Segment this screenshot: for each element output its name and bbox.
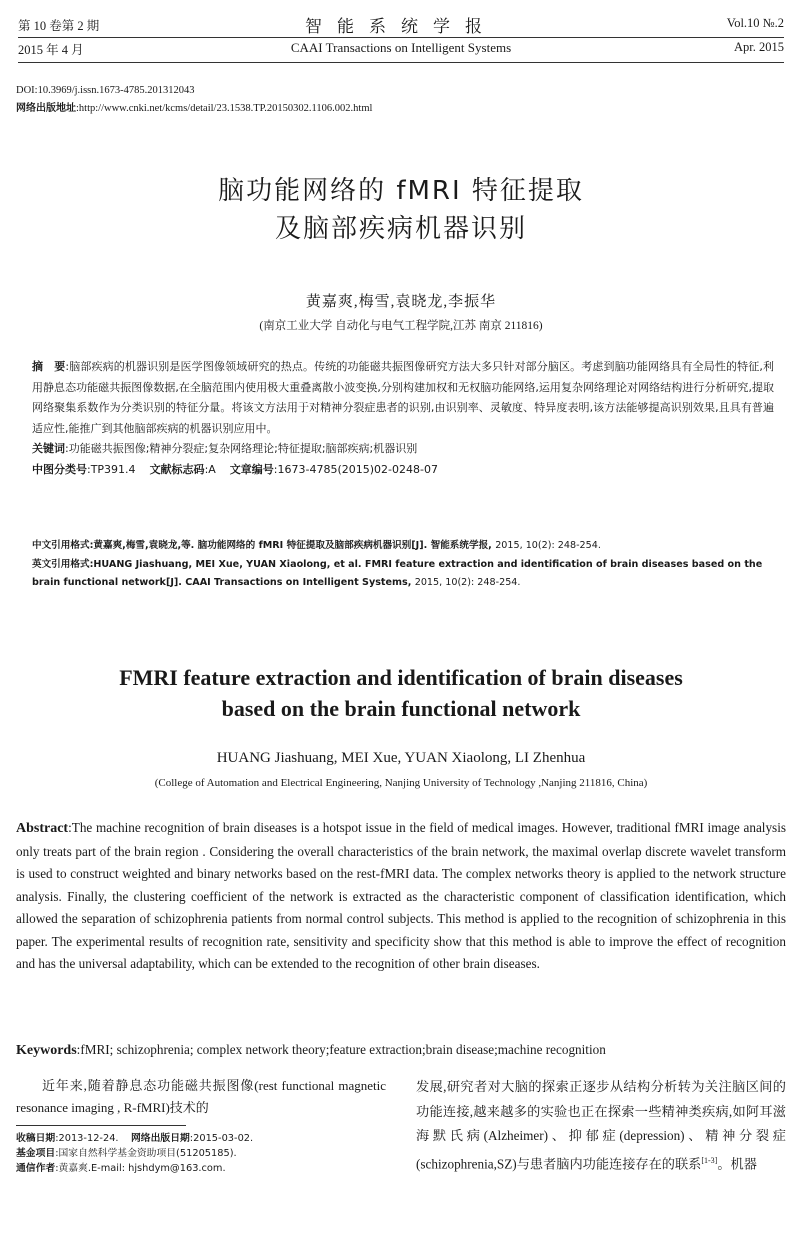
- doc-code-label: 文献标志码: [149, 462, 205, 476]
- article-id-value: :1673-4785(2015)02-0248-07: [273, 462, 438, 476]
- abstract-cn-label: 摘 要: [32, 360, 66, 373]
- footnote-fund: [16, 1146, 386, 1161]
- online-url[interactable]: :http://www.cnki.net/kcms/detail/23.1538.TP.20150302.1106.002.html: [76, 103, 373, 114]
- title-en-line2: based on the brain functional network: [221, 696, 581, 721]
- keywords-cn-label: 关键词: [32, 442, 65, 455]
- header-row-bottom: [18, 36, 784, 60]
- title-cn-line1: 脑功能网络的 fMRI 特征提取: [218, 176, 584, 206]
- abstract-cn: [32, 357, 774, 439]
- body-column-left: [16, 1075, 386, 1176]
- affiliation-cn: (南京工业大学 自动化与电气工程学院,江苏 南京 211816): [259, 320, 543, 332]
- doi: DOI:10.3969/j.issn.1673-4785.201312043: [16, 85, 195, 96]
- citation-en: [32, 556, 774, 593]
- classification-line: [32, 460, 774, 481]
- date-cn: 2015 年 4 月: [18, 43, 84, 57]
- keywords-en-text: :fMRI; schizophrenia; complex network theory;feature extraction;brain disease;machine recognition: [76, 1042, 606, 1057]
- header-row-top: [18, 12, 784, 36]
- fund-text: :国家自然科学基金资助项目(51205185).: [55, 1148, 237, 1159]
- citation-cn-label: 中文引用格式: [32, 540, 90, 551]
- footnote-dates: [16, 1131, 386, 1146]
- journal-header: [18, 12, 784, 62]
- online-date-label: 网络出版日期: [131, 1133, 190, 1144]
- header-rule-bottom: [18, 62, 784, 63]
- received-date: :2013-12-24.: [55, 1133, 119, 1144]
- citation-en-tail: 2015, 10(2): 248-254.: [414, 577, 521, 588]
- body-right-tail: 。机器: [717, 1155, 757, 1171]
- title-cn: [0, 172, 802, 248]
- received-label: 收稿日期: [16, 1133, 56, 1144]
- abstract-en-text: :The machine recognition of brain diseases is a hotspot issue in the field of medical images. However, traditional fMRI image analysis only treats part of the brain region . Considering the overall characteristics of the brain network, the maximal overlap discrete wavelet transform is used to construct weighted and binary networks based on the rest-fMRI data. The complex networks theory is applied to the network structure analysis. Finally, the clustering coefficient of the network is extracted as the characteristic component of classification identification, which allowed the separation of schizophrenia patients from normal control subjects. This method is applied to the recognition of schizophrenia in this paper. The experimental results of recognition rate, sensitivity and specificity show that this method is able to improve the effect of recognition and has the universal adaptability, which can be extended to the recognition of other brain diseases.: [16, 820, 786, 971]
- intro-paragraph-start: 近年来,随着静息态功能磁共振图像(rest functional magnetic resonance imaging , R-fMRI)技术的: [16, 1078, 386, 1115]
- keywords-en: [16, 1042, 786, 1059]
- abstract-en: [16, 817, 786, 976]
- volume-issue-cn: 第 10 卷第 2 期: [18, 19, 100, 33]
- article-id-label: 文章编号: [229, 462, 274, 476]
- keywords-en-label: Keywords: [16, 1043, 77, 1058]
- corresponding-text: :黄嘉爽.E-mail: hjshdym@163.com.: [55, 1163, 226, 1174]
- clc-label: 中图分类号: [32, 462, 87, 476]
- volume-issue-en: Vol.10 №.2: [726, 16, 784, 30]
- online-url-label: 网络出版地址: [16, 103, 76, 114]
- online-url-line: [16, 100, 372, 118]
- clc-value: :TP391.4: [87, 462, 136, 476]
- abstract-en-label: Abstract: [16, 821, 69, 836]
- footnote-rule: [16, 1125, 186, 1126]
- reference-marker[interactable]: [1-3]: [701, 1155, 718, 1165]
- date-en: Apr. 2015: [734, 40, 784, 54]
- article-meta: [16, 82, 372, 118]
- abstract-cn-text: :脑部疾病的机器识别是医学图像领域研究的热点。传统的功能磁共振图像研究方法大多只针对部分脑区。考虑到脑功能网络具有全局性的特征,利用静息态功能磁共振图像数据,在全脑范围内使用极大重叠离散小波变换,分别构建加权和无权脑功能网络,运用复杂网络理论对网络结构进行分析研究,提取网络聚集系数作为分类识别的特征分量。将该文方法用于对精神分裂症患者的识别,由识别率、灵敏度、特异度表明,该方法能够提高识别效果,且具有普遍适应性,能推广到其他脑部疾病的机器识别应用中。: [32, 360, 775, 435]
- journal-name-cn: 智能系统学报: [305, 17, 497, 37]
- title-en-line1: FMRI feature extraction and identification of brain diseases: [119, 665, 683, 690]
- footnote-block: [16, 1131, 386, 1176]
- online-date: :2015-03-02.: [189, 1133, 254, 1144]
- fund-label: 基金项目: [16, 1148, 56, 1159]
- journal-name-en: CAAI Transactions on Intelligent Systems: [290, 40, 512, 55]
- citation-en-text: :HUANG Jiashuang, MEI Xue, YUAN Xiaolong, et al. FMRI feature extraction and identification of brain diseases based on the brain functional network[J]. CAAI Transactions on Intelligent Systems,: [32, 558, 763, 588]
- body-right-text: 发展,研究者对大脑的探索正逐步从结构分析转为关注脑区间的功能连接,越来越多的实验也正在探索一些精神类疾病,如阿耳滋海默氏病(Alzheimer)、抑郁症(depression)、精神分裂症(schizophrenia,SZ)与患者脑内功能连接存在的联系: [416, 1079, 786, 1171]
- title-en: [0, 662, 802, 724]
- affiliation-en: (College of Automation and Electrical Engineering, Nanjing University of Technology ,Nanjing 211816, China): [154, 777, 648, 789]
- title-cn-line2: 及脑部疾病机器识别: [274, 214, 527, 244]
- abstract-cn-block: [32, 357, 774, 480]
- citation-en-label: 英文引用格式: [32, 558, 90, 570]
- citation-cn-text: :黄嘉爽,梅雪,袁晓龙,等. 脑功能网络的 fMRI 特征提取及脑部疾病机器识别[J]. 智能系统学报,: [89, 540, 492, 551]
- body-column-right: [416, 1075, 786, 1176]
- body-paragraph-right: [416, 1075, 786, 1176]
- authors-cn: 黄嘉爽,梅雪,袁晓龙,李振华: [305, 294, 497, 310]
- keywords-cn-text: :功能磁共振图像;精神分裂症;复杂网络理论;特征提取;脑部疾病;机器识别: [65, 442, 418, 455]
- corresponding-label: 通信作者: [16, 1163, 56, 1174]
- footnote-corresponding: [16, 1161, 386, 1176]
- citation-cn-tail: 2015, 10(2): 248-254.: [495, 540, 601, 551]
- citation-block: [32, 537, 774, 593]
- citation-cn: [32, 537, 774, 556]
- authors-en: HUANG Jiashuang, MEI Xue, YUAN Xiaolong, LI Zhenhua: [216, 750, 586, 766]
- doc-code-value: :A: [204, 462, 216, 476]
- keywords-cn: [32, 439, 774, 460]
